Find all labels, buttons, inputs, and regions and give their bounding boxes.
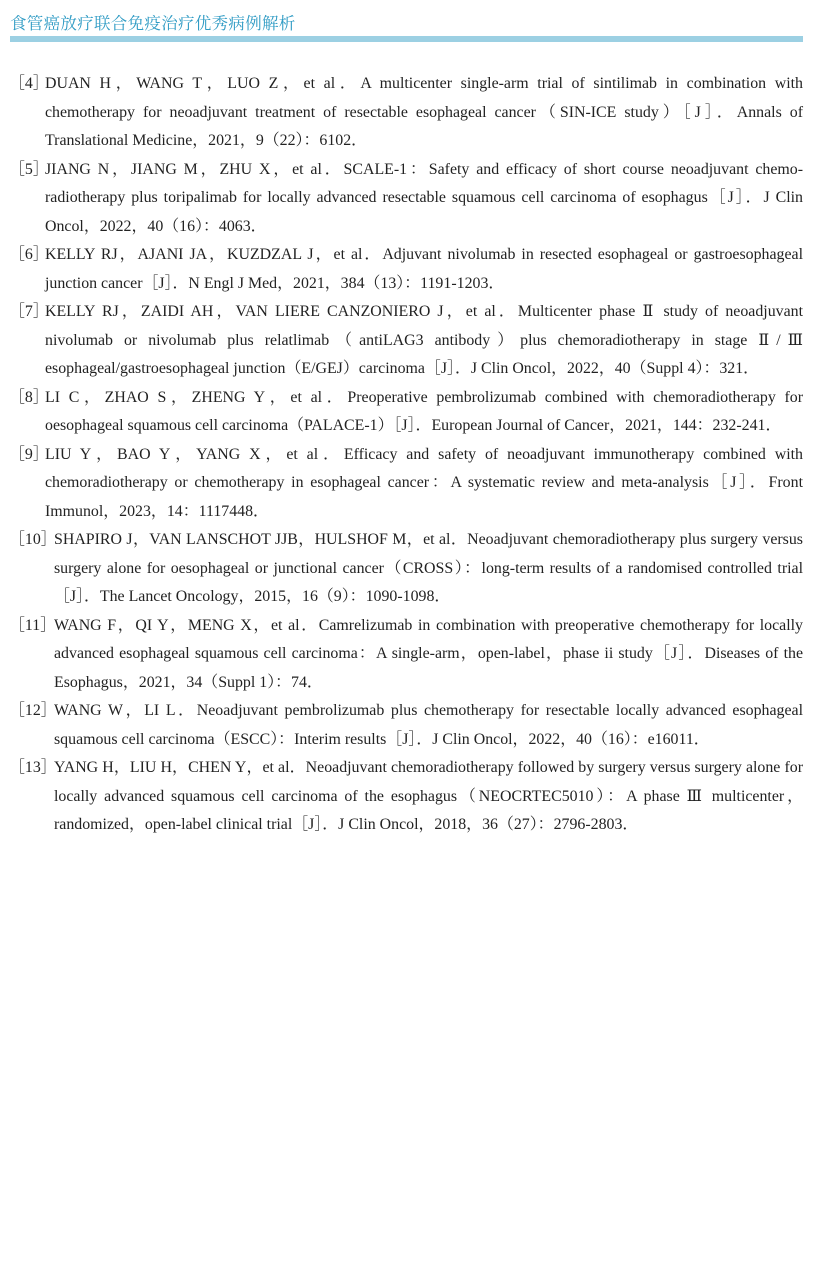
reference-text: KELLY RJ，ZAIDI AH，VAN LIERE CANZONIERO J，et al．Multicenter phase Ⅱ study of neoadjuvant nivolumab or nivolumab plus relatlimab（antiLAG3 antibody）plus chemoradiotherapy in stage Ⅱ/Ⅲ esophageal/gastroesophageal junction（E/GEJ）carcinoma［J］．J Clin Oncol，2022，40（Suppl 4）：321． <box>45 303 803 377</box>
reference-text: SHAPIRO J，VAN LANSCHOT JJB，HULSHOF M，et al．Neoadjuvant chemoradiotherapy plus surgery versus surgery alone for oesophageal or junctional cancer（CROSS）：long-term results of a randomised controlled trial［J］．The Lancet Oncology，2015，16（9）：1090-1098． <box>54 531 803 605</box>
reference-item <box>9 70 803 156</box>
reference-item <box>9 241 803 298</box>
reference-number: ［6］ <box>9 246 49 263</box>
reference-text: WANG W，LI L．Neoadjuvant pembrolizumab plus chemotherapy for resectable locally advanced esophageal squamous cell carcinoma（ESCC）：Interim results［J］．J Clin Oncol，2022，40（16）：e16011． <box>54 702 803 748</box>
reference-text: LI C，ZHAO S，ZHENG Y，et al．Preoperative pembrolizumab combined with chemoradiotherapy for oesophageal squamous cell carcinoma（PALACE-1）［J］．European Journal of Cancer，2021，144：232-241． <box>45 388 803 434</box>
reference-number: ［4］ <box>9 75 49 92</box>
reference-list <box>0 70 813 840</box>
reference-number: ［5］ <box>9 160 49 178</box>
reference-number: ［9］ <box>9 445 49 463</box>
reference-item <box>9 754 803 840</box>
reference-number: ［12］ <box>9 702 57 719</box>
reference-text: YANG H，LIU H，CHEN Y，et al．Neoadjuvant chemoradiotherapy followed by surgery versus surgery alone for locally advanced squamous cell carcinoma of the esophagus（NEOCRTEC5010）：A phase Ⅲ multicenter，randomized，open-label clinical trial［J］．J Clin Oncol，2018，36（27）：2796-2803． <box>54 759 803 833</box>
reference-text: DUAN H，WANG T，LUO Z，et al．A multicenter single-arm trial of sintilimab in combination with chemotherapy for neoadjuvant treatment of resectable esophageal cancer（SIN-ICE study）［J］．Annals of Translational Medicine，2021，9（22）：6102． <box>45 75 803 149</box>
reference-number: ［8］ <box>9 388 49 406</box>
reference-number: ［7］ <box>9 303 49 320</box>
reference-item <box>9 697 803 754</box>
reference-item <box>9 298 803 384</box>
reference-number: ［13］ <box>9 759 57 776</box>
reference-item <box>9 526 803 612</box>
reference-text: JIANG N，JIANG M，ZHU X，et al．SCALE-1：Safety and efficacy of short course neoadjuvant chemo-radiotherapy plus toripalimab for locally advanced resectable squamous cell carcinoma of esophagus［J］．J Clin Oncol，2022，40（16）：4063． <box>45 160 803 235</box>
reference-number: ［11］ <box>9 616 57 634</box>
reference-item <box>9 441 803 527</box>
reference-item <box>9 612 803 698</box>
page-title: 食管癌放疗联合免疫治疗优秀病例解析 <box>10 14 296 33</box>
reference-item <box>9 384 803 441</box>
page-header <box>0 0 813 44</box>
reference-text: KELLY RJ，AJANI JA，KUZDZAL J，et al．Adjuvant nivolumab in resected esophageal or gastroesophageal junction cancer［J］．N Engl J Med，2021，384（13）：1191-1203． <box>45 246 803 292</box>
header-rule <box>10 36 803 42</box>
reference-item <box>9 156 803 242</box>
reference-text: LIU Y，BAO Y，YANG X，et al．Efficacy and safety of neoadjuvant immunotherapy combined with chemoradiotherapy or chemotherapy in esophageal cancer：A systematic review and meta-analysis［J］．Front Immunol，2023，14：1117448． <box>45 445 803 520</box>
reference-number: ［10］ <box>9 531 57 548</box>
reference-text: WANG F，QI Y，MENG X，et al．Camrelizumab in combination with preoperative chemotherapy for locally advanced esophageal squamous cell carcinoma：A single-arm，open-label，phase ii study［J］．Diseases of the Esophagus，2021，34（Suppl 1）：74． <box>54 616 803 691</box>
